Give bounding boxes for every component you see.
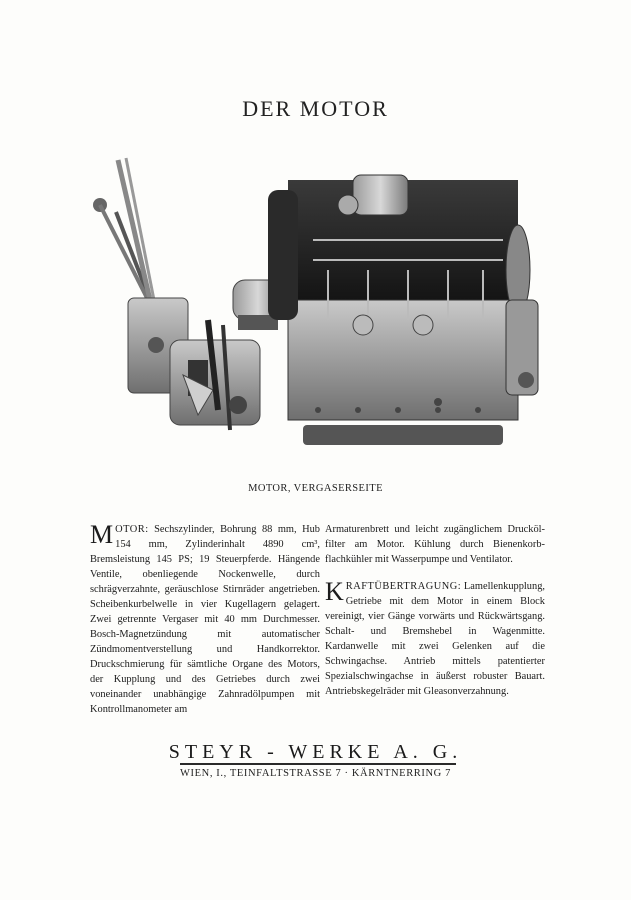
company-name: STEYR - WERKE A. G. (168, 741, 463, 763)
motor-lead: OTOR: (115, 524, 149, 535)
kraft-text: Lamellenkupplung, Getriebe mit dem Motor in einem Block vereinigt, vier Gänge vorwärts und Rückwärtsgang. Schalt- und Bremshebel in Wagenmitte. Kardanwelle mit zwei Gelenken auf die Schwingachse. Antrieb mittels patentierter Spezialschwingachse in äußerst robuster Bauart. Antriebskegelräder mit Gleasonverzahnung. (325, 581, 545, 697)
motor-paragraph (90, 522, 320, 717)
page-title: DER MOTOR (242, 96, 389, 121)
engine-photo (88, 150, 548, 470)
kraft-lead: RAFTÜBERTRAGUNG: (345, 581, 462, 592)
text-column-right (325, 522, 545, 711)
motor-continuation: Armaturenbrett und leicht zugänglichem Druckölfilter am Motor. Kühlung durch Bienenkorbflachkühler mit Wasserpumpe und Ventilator. (325, 524, 545, 565)
text-column-left (90, 522, 320, 729)
kraft-dropcap: K (325, 577, 344, 606)
divider-rule (180, 763, 456, 765)
motor-text: Sechszylinder, Bohrung 88 mm, Hub 154 mm, Zylinderinhalt 4890 cm³, Bremsleistung 145 PS; 19 Steuerpferde. Hängende Ventile, obenliegende Nockenwelle, durch schrägverzahnte, geräuschlose Stirnräder angetrieben. Scheibenkurbelwelle in vier Kugellagern gelagert. Zwei getrennte Vergaser mit 40 mm Durchmesser. Bosch-Magnetzündung mit automatischer Zündmomentverstellung und Handkorrektor. Druckschmierung für sämtliche Organe des Motors, der Kupplung und des Getriebes durch zwei voneinander unabhängige Zahnradölpumpen mit Kontrollmanometer am (90, 524, 320, 715)
photo-caption: MOTOR, VERGASERSEITE (248, 483, 383, 494)
motor-dropcap: M (90, 520, 114, 549)
kraft-paragraph (325, 579, 545, 699)
company-address: WIEN, I., TEINFALTSTRASSE 7 · KÄRNTNERRING 7 (180, 768, 451, 779)
